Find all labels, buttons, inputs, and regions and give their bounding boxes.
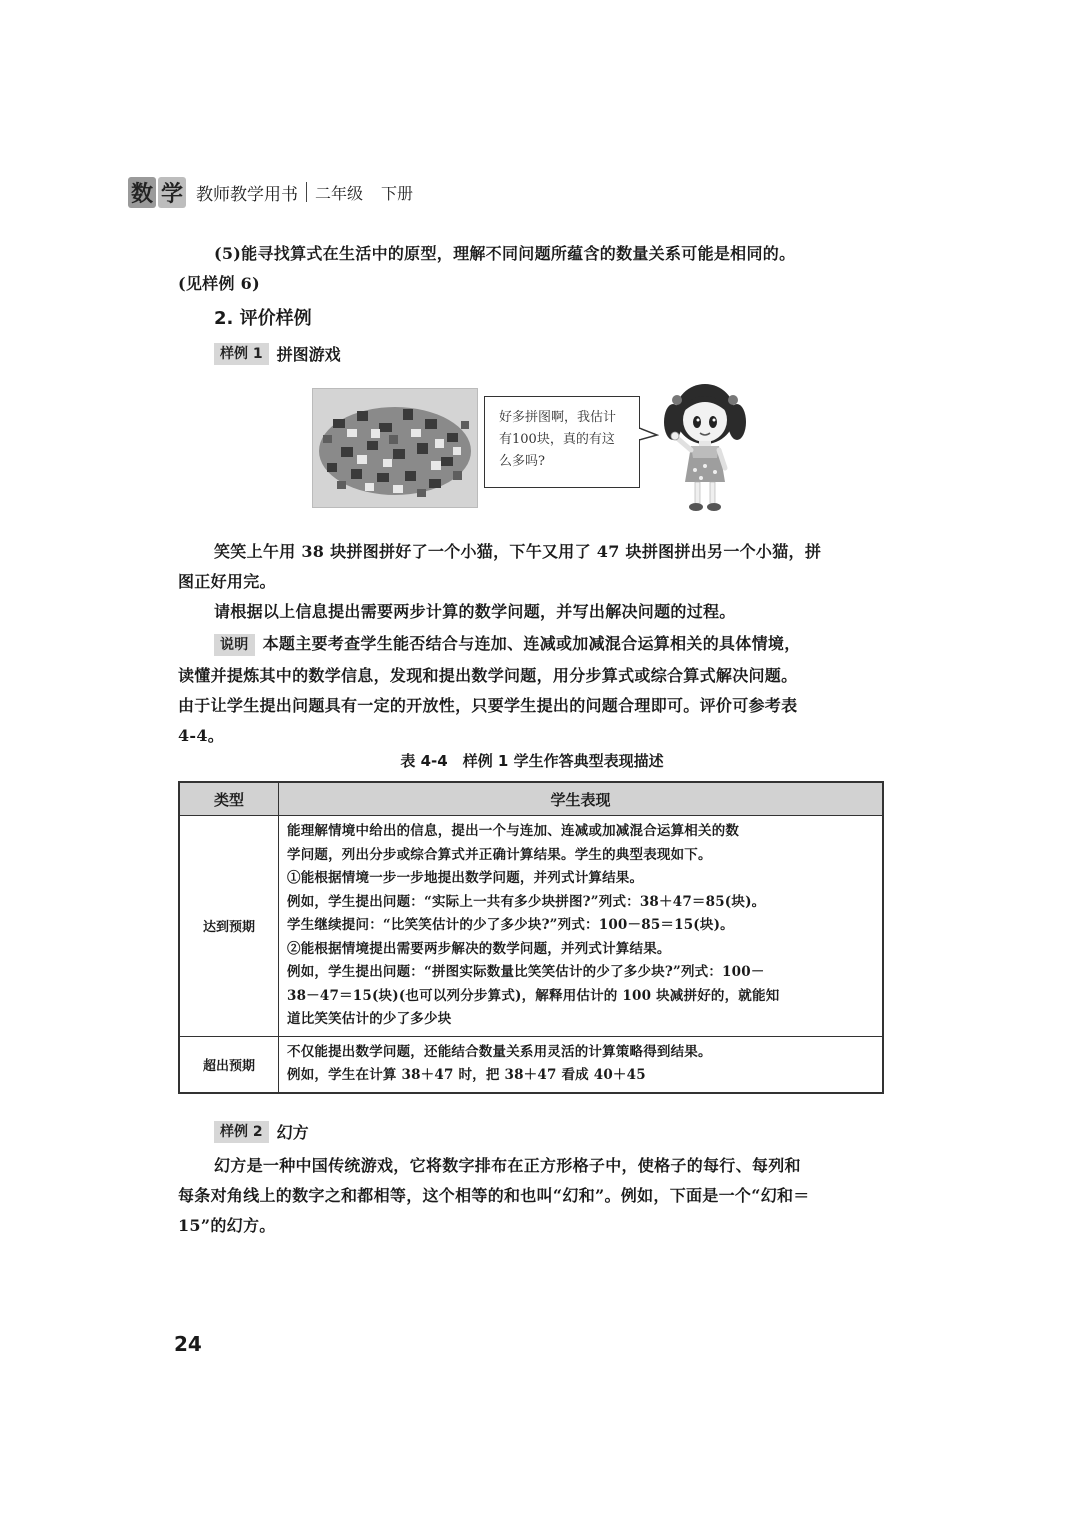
bubble-line-3: 么多吗? bbox=[499, 454, 545, 469]
note-line-2: 读懂并提炼其中的数学信息，发现和提出数学问题，用分步算式或综合算式解决问题。 bbox=[178, 666, 798, 685]
note-line-1 bbox=[178, 628, 886, 660]
intro-line-1: (5)能寻找算式在生活中的原型，理解不同问题所蕴含的数量关系可能是相同的。 bbox=[214, 244, 796, 263]
note-line-3: 由于让学生提出问题具有一定的开放性，只要学生提出的问题合理即可。评价可参考表 bbox=[178, 696, 798, 715]
note-tag: 说明 bbox=[214, 634, 255, 656]
table-row-description bbox=[279, 816, 884, 1037]
example-1-title: 拼图游戏 bbox=[276, 345, 341, 364]
table-header-type: 类型 bbox=[179, 782, 279, 816]
performance-table bbox=[178, 781, 884, 1094]
table-row-line: 例如，学生在计算 38＋47 时，把 38＋47 看成 40＋45 bbox=[287, 1067, 646, 1083]
note-line-4: 4-4。 bbox=[178, 726, 225, 745]
table-row-line: ①能根据情境一步一步地提出数学问题，并列式计算结果。 bbox=[287, 870, 644, 886]
table-row-line: 学生继续提问：“比笑笑估计的少了多少块?”列式：100－85＝15(块)。 bbox=[287, 917, 734, 933]
example-1-para-1-line-2: 图正好用完。 bbox=[178, 572, 276, 591]
book-title: 教师教学用书 bbox=[196, 184, 299, 205]
example-1-para-2: 请根据以上信息提出需要两步计算的数学问题，并写出解决问题的过程。 bbox=[214, 602, 736, 621]
table-row-line: 38－47＝15(块)(也可以列分步算式)，解释用估计的 100 块减拼好的，就能知 bbox=[287, 987, 780, 1004]
table-row-line: 学问题，列出分步或综合算式并正确计算结果。学生的典型表现如下。 bbox=[287, 846, 712, 863]
table-row-line: 例如，学生提出问题：“拼图实际数量比笑笑估计的少了多少块?”列式：100－ bbox=[287, 964, 765, 980]
girl-illustration bbox=[655, 378, 755, 516]
example-1-heading bbox=[214, 342, 341, 365]
table-row-line: 例如，学生提出问题：“实际上一共有多少块拼图?”列式：38＋47＝85(块)。 bbox=[287, 893, 766, 910]
example-1-tag: 样例 1 bbox=[214, 343, 269, 365]
example-2-heading bbox=[214, 1120, 309, 1143]
puzzle-pieces-photo bbox=[312, 388, 478, 508]
table-row bbox=[179, 816, 883, 1037]
table-row-line: 道比笑笑估计的少了多少块 bbox=[287, 1011, 452, 1027]
table-caption: 表 4-4 样例 1 学生作答典型表现描述 bbox=[400, 752, 664, 770]
table-row-description bbox=[279, 1036, 884, 1093]
example-2-line-1: 幻方是一种中国传统游戏，它将数字排布在正方形格子中，使格子的每行、每列和 bbox=[214, 1156, 801, 1175]
table-header-row bbox=[179, 782, 883, 816]
volume-label: 下册 bbox=[381, 183, 414, 203]
page-number: 24 bbox=[174, 1332, 202, 1356]
bubble-line-1: 好多拼图啊，我估计 bbox=[499, 410, 617, 425]
table-header-performance: 学生表现 bbox=[279, 782, 884, 816]
example-1-para-1-line-1: 笑笑上午用 38 块拼图拼好了一个小猫，下午又用了 47 块拼图拼出另一个小猫，拼 bbox=[214, 542, 822, 561]
example-2-title: 幻方 bbox=[276, 1123, 309, 1142]
section-title: 2. 评价样例 bbox=[214, 308, 312, 329]
table-row-type: 超出预期 bbox=[179, 1036, 279, 1093]
subject-logo bbox=[128, 177, 188, 208]
logo-char-2: 学 bbox=[158, 177, 186, 208]
intro-line-2: (见样例 6) bbox=[178, 274, 260, 293]
table-row-type: 达到预期 bbox=[179, 816, 279, 1037]
puzzle-pieces-graphic bbox=[313, 389, 477, 507]
header-divider bbox=[306, 182, 307, 202]
table-row-line: ②能根据情境提出需要两步解决的数学问题，并列式计算结果。 bbox=[287, 940, 671, 957]
table-row-line: 不仅能提出数学问题，还能结合数量关系用灵活的计算策略得到结果。 bbox=[287, 1043, 712, 1060]
table-row bbox=[179, 1036, 883, 1093]
running-header bbox=[128, 175, 413, 209]
note-line-1-text: 本题主要考查学生能否结合与连加、连减或加减混合运算相关的具体情境， bbox=[262, 634, 801, 653]
grade-label: 二年级 bbox=[315, 183, 364, 203]
table-row-line: 能理解情境中给出的信息，提出一个与连加、连减或加减混合运算相关的数 bbox=[287, 823, 740, 839]
example-2-line-2: 每条对角线上的数字之和都相等，这个相等的和也叫“幻和”。例如，下面是一个“幻和＝ bbox=[178, 1186, 810, 1205]
example-2-tag: 样例 2 bbox=[214, 1121, 269, 1143]
example-2-line-3: 15”的幻方。 bbox=[178, 1216, 276, 1235]
bubble-line-2: 有100块，真的有这 bbox=[499, 432, 615, 447]
logo-char-1: 数 bbox=[128, 177, 156, 208]
speech-bubble bbox=[484, 396, 640, 488]
